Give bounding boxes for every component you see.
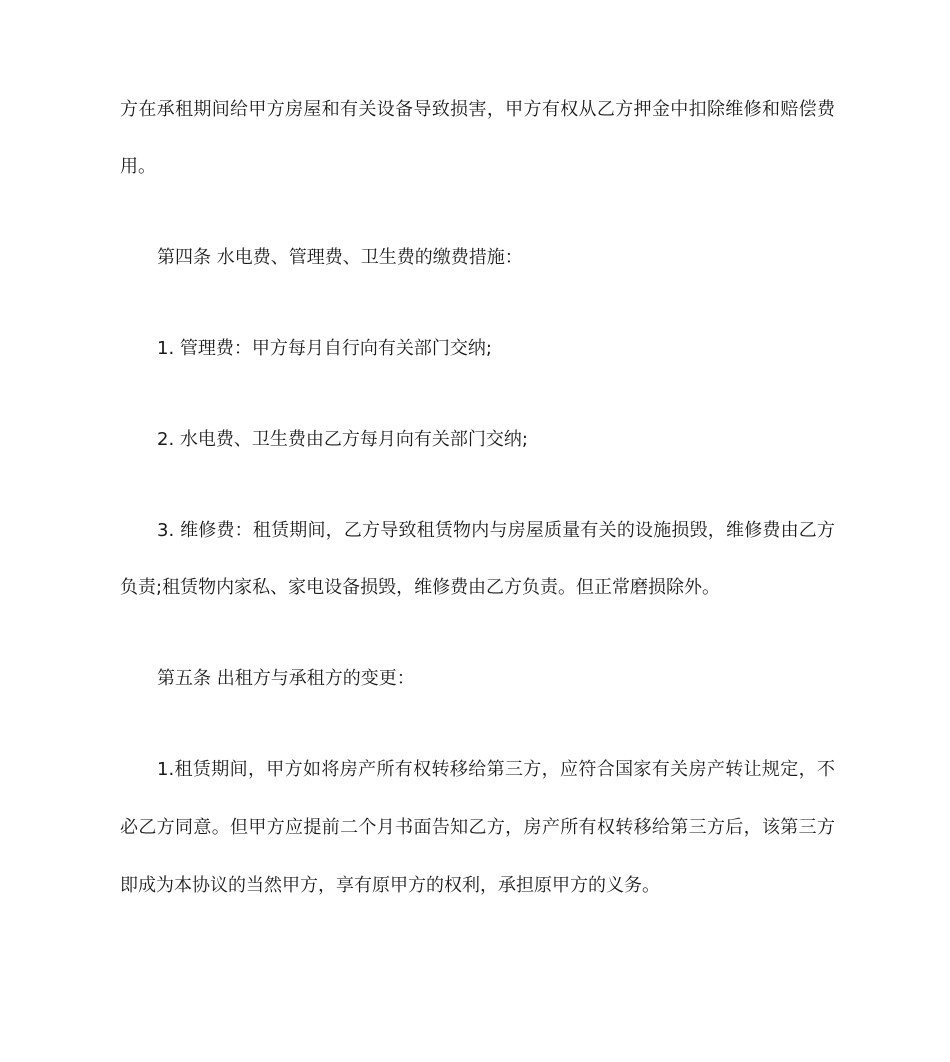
article-4-heading: 第四条 水电费、管理费、卫生费的缴费措施： [157,247,523,268]
article-5-item-1-line-3: 即成为本协议的当然甲方，享有原甲方的权利，承担原甲方的义务。 [120,875,660,896]
paragraph-line: 方在承租期间给甲方房屋和有关设备导致损害，甲方有权从乙方押金中扣除维修和赔偿费 [120,99,835,120]
article-4-item-3-line-1: 3. 维修费：租赁期间，乙方导致租赁物内与房屋质量有关的设施损毁，维修费由乙方 [157,520,835,541]
article-5-item-1-line-1: 1.租赁期间，甲方如将房产所有权转移给第三方，应符合国家有关房产转让规定，不 [157,759,835,780]
article-5-item-1-line-2: 必乙方同意。但甲方应提前二个月书面告知乙方，房产所有权转移给第三方后，该第三方 [120,817,835,838]
article-4-item-1: 1. 管理费：甲方每月自行向有关部门交纳; [157,338,492,359]
paragraph-line: 用。 [120,156,156,177]
article-5-heading: 第五条 出租方与承租方的变更： [157,668,415,689]
article-4-item-2: 2. 水电费、卫生费由乙方每月向有关部门交纳; [157,429,528,450]
article-4-item-3-line-2: 负责;租赁物内家私、家电设备损毁，维修费由乙方负责。但正常磨损除外。 [120,577,721,598]
